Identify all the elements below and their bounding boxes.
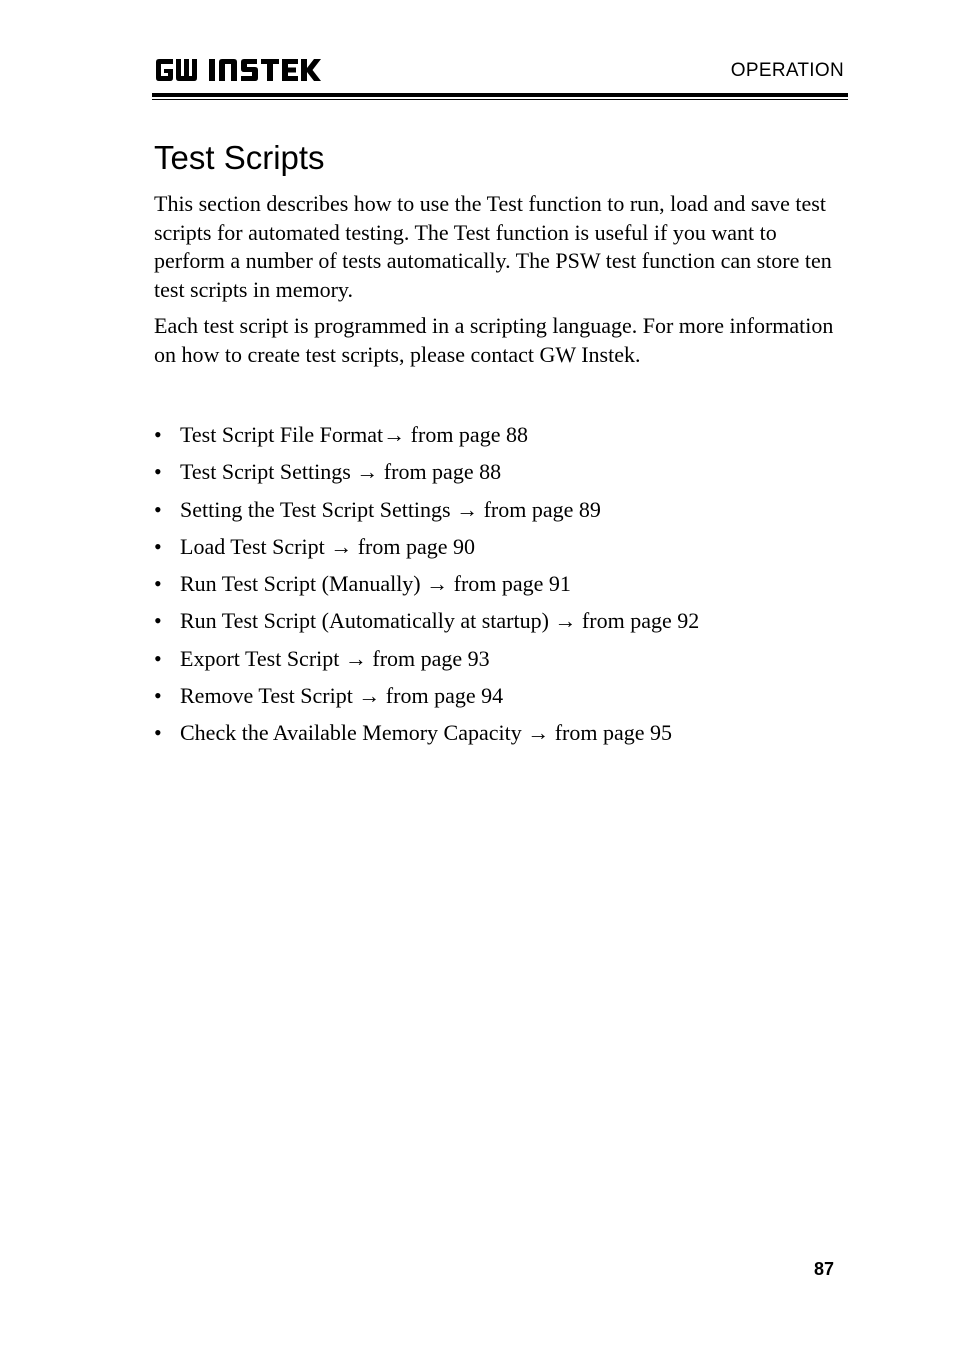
bullet-icon: •	[154, 459, 162, 485]
intro-paragraph: This section describes how to use the Test function to run, load and save test scripts for automated testing. The Test function is useful if you want to perform a number of tests automatically. The PSW test function can store ten test scripts in memory.	[154, 191, 832, 302]
bullet-icon: •	[154, 496, 162, 522]
list-item	[154, 607, 844, 635]
list-item-text: Test Script Settings → from page 88	[180, 459, 502, 485]
page-content	[154, 136, 844, 757]
list-item-text: Test Script File Format→ from page 88	[180, 422, 528, 447]
bullet-icon: •	[154, 683, 162, 709]
page-number: 87	[813, 1259, 834, 1279]
list-item	[154, 719, 844, 747]
list-item-text: Run Test Script (Manually) → from page 91	[180, 571, 571, 597]
list-item-text: Run Test Script (Automatically at startup) → from page 92	[180, 608, 700, 634]
topic-list	[154, 421, 844, 747]
bullet-icon: •	[154, 720, 162, 746]
section-label: OPERATION	[730, 60, 844, 81]
scripting-paragraph: Each test script is programmed in a scripting language. For more information on how to create test scripts, please contact GW Instek.	[154, 313, 834, 367]
list-item-text: Export Test Script → from page 93	[180, 645, 490, 671]
bullet-icon: •	[154, 533, 162, 559]
list-item	[154, 421, 844, 449]
list-item	[154, 458, 844, 486]
gw-instek-logo	[154, 56, 324, 84]
list-item-text: Remove Test Script → from page 94	[180, 683, 504, 709]
list-item	[154, 533, 844, 561]
list-item	[154, 496, 844, 524]
bullet-icon: •	[154, 645, 162, 671]
list-item	[154, 570, 844, 598]
page-header	[152, 54, 848, 100]
header-rule-thin	[152, 99, 848, 100]
header-rule-thick	[152, 93, 848, 97]
list-item-text: Load Test Script → from page 90	[180, 533, 475, 559]
bullet-icon: •	[154, 571, 162, 597]
list-item-text: Setting the Test Script Settings → from page 89	[180, 496, 601, 522]
bullet-icon: •	[154, 422, 162, 447]
list-item-text: Check the Available Memory Capacity → from page 95	[180, 720, 673, 746]
list-item	[154, 645, 844, 673]
list-item	[154, 682, 844, 710]
bullet-icon: •	[154, 608, 162, 634]
page-title: Test Scripts	[154, 139, 325, 176]
